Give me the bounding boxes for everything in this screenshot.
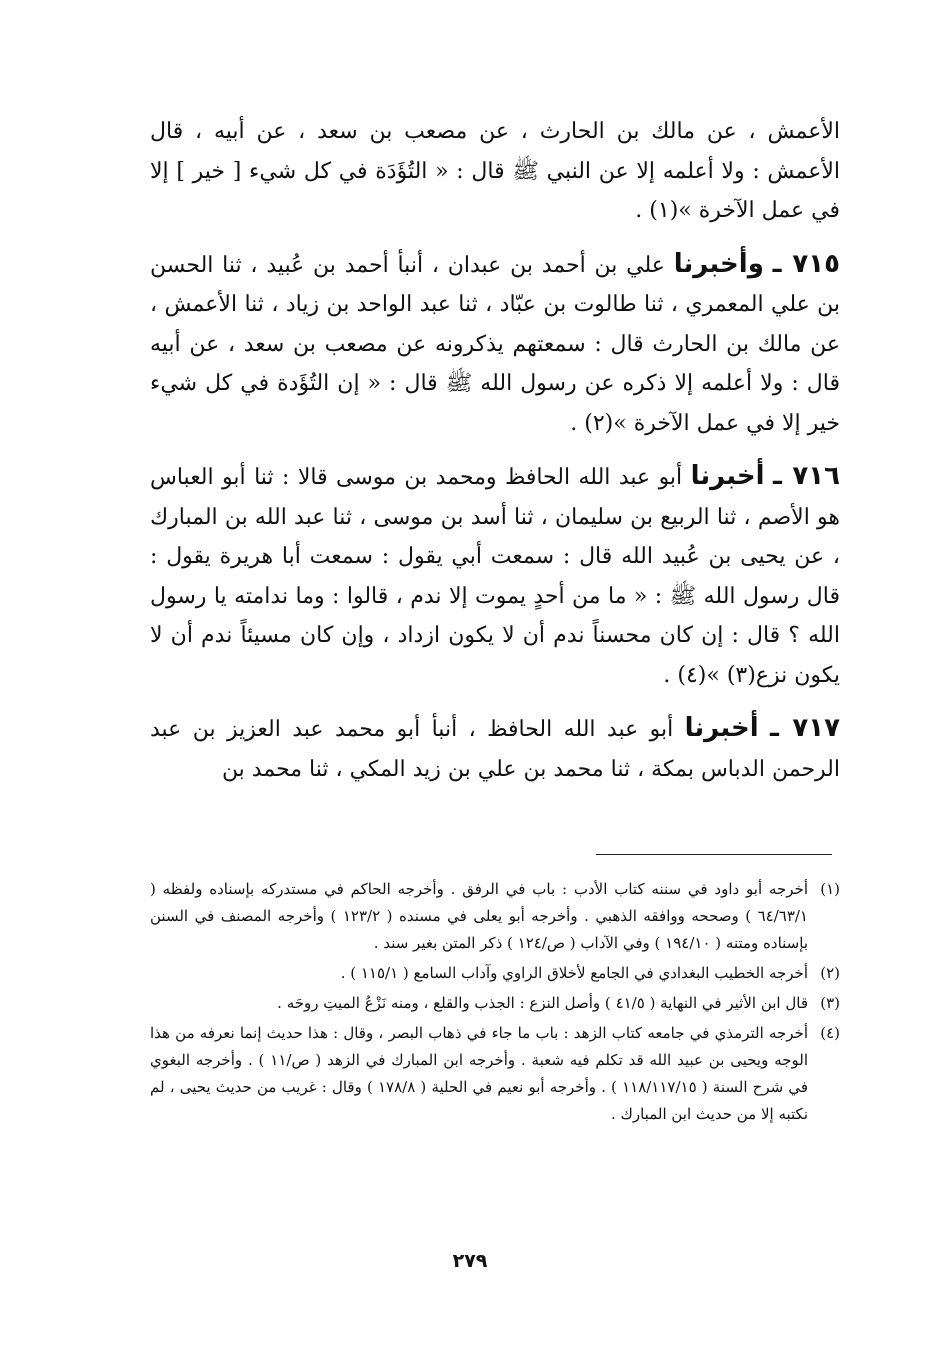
paragraph-text: علي بن أحمد بن عبدان ، أنبأ أحمد بن عُبيد ، ثنا الحسن بن علي المعمري ، ثنا طالوت بن عبّاد ، ثنا عبد الواحد بن زياد ، ثنا الأعمش ، عن مالك بن الحارث قال : سمعتهم يذكرونه عن مصعب بن سعد ، عن أبيه قال : ولا أعلمه إلا ذكره عن رسول الله ﷺ قال : « إن التُؤَدة في كل شيء خير إلا في عمل الآخرة »(٢) . — [150, 252, 840, 436]
footnote-text: أخرجه الترمذي في جامعه كتاب الزهد : باب ما جاء في ذهاب البصر ، وقال : هذا حديث إنما نعرفه من هذا الوجه ويحيى بن عبيد الله قد تكلم فيه شعبة . وأخرجه ابن المبارك في الزهد ( ص/١١ ) . وأخرجه البغوي في شرح السنة ( ١١٨/١١٧/١٥ ) . وأخرجه أبو نعيم في الحلية ( ١٧٨/٨ ) وقال : غريب من حديث يحيى ، لم نكتبه إلا من حديث ابن المبارك . — [150, 1024, 809, 1123]
hadith-717 — [150, 709, 840, 789]
footnote-1 — [150, 876, 840, 957]
hadith-715 — [150, 245, 840, 444]
footnote-3 — [150, 990, 840, 1017]
hadith-number: ٧١٧ ـ — [770, 713, 840, 743]
hadith-number: ٧١٥ ـ — [772, 248, 840, 279]
hadith-lead-word: أخبرنا — [684, 713, 759, 743]
hadith-lead-word: أخبرنا — [690, 461, 765, 491]
footnote-2 — [150, 960, 840, 987]
paragraph-text: الأعمش ، عن مالك بن الحارث ، عن مصعب بن سعد ، عن أبيه ، قال الأعمش : ولا أعلمه إلا عن النبي ﷺ قال : « التُؤَدَة في كل شيء [ خير ] إلا في عمل الآخرة »(١) . — [150, 119, 840, 223]
hadith-number: ٧١٦ ـ — [773, 461, 840, 491]
footnote-text: أخرجه الخطيب البغدادي في الجامع لأخلاق الراوي وآداب السامع ( ١١٥/١ ) . — [340, 964, 808, 982]
footnote-separator — [596, 854, 832, 855]
main-text — [150, 112, 840, 803]
footnote-marker: (٤) — [820, 1024, 840, 1042]
hadith-716 — [150, 457, 840, 695]
footnote-text: قال ابن الأثير في النهاية ( ٤١/٥ ) وأصل النزع : الجذب والقلع ، ومنه نَزْعُ الميتِ روحَه . — [277, 994, 808, 1012]
footnote-4 — [150, 1020, 840, 1128]
page-number: ٢٧٩ — [452, 1250, 488, 1272]
footnote-marker: (١) — [820, 880, 840, 898]
footnote-text: أخرجه أبو داود في سننه كتاب الأدب : باب في الرفق . وأخرجه الحاكم في مستدركه بإسناده ولفظه ( ٦٤/٦٣/١ ) وصححه ووافقه الذهبي . وأخرجه أبو يعلى في مسنده ( ١٢٣/٢ ) وأخرجه المصنف في السنن بإسناده ومتنه ( ١٩٤/١٠ ) وفي الآداب ( ص/١٢٤ ) ذكر المتن بغير سند . — [150, 880, 808, 952]
footnote-marker: (٣) — [820, 994, 840, 1012]
paragraph-text: أبو عبد الله الحافظ ، أنبأ أبو محمد عبد العزيز بن عبد الرحمن الدباس بمكة ، ثنا محمد بن علي بن زيد المكي ، ثنا محمد بن — [150, 717, 840, 782]
hadith-lead-word: وأخبرنا — [673, 248, 764, 279]
paragraph-text: أبو عبد الله الحافظ ومحمد بن موسى قالا : ثنا أبو العباس هو الأصم ، ثنا الربيع بن سليمان ، ثنا أسد بن موسى ، ثنا عبد الله بن المبارك ، عن يحيى بن عُبيد الله قال : سمعت أبي يقول : سمعت أبا هريرة يقول : قال رسول الله ﷺ : « ما من أحدٍ يموت إلا ندم ، قالوا : وما ندامته يا رسول الله ؟ قال : إن كان محسناً ندم أن لا يكون ازداد ، وإن كان مسيئاً ندم أن لا يكون نزع(٣) »(٤) . — [150, 465, 840, 688]
footnotes — [150, 876, 840, 1131]
paragraph-continuation — [150, 112, 840, 231]
footnote-marker: (٢) — [820, 964, 840, 982]
